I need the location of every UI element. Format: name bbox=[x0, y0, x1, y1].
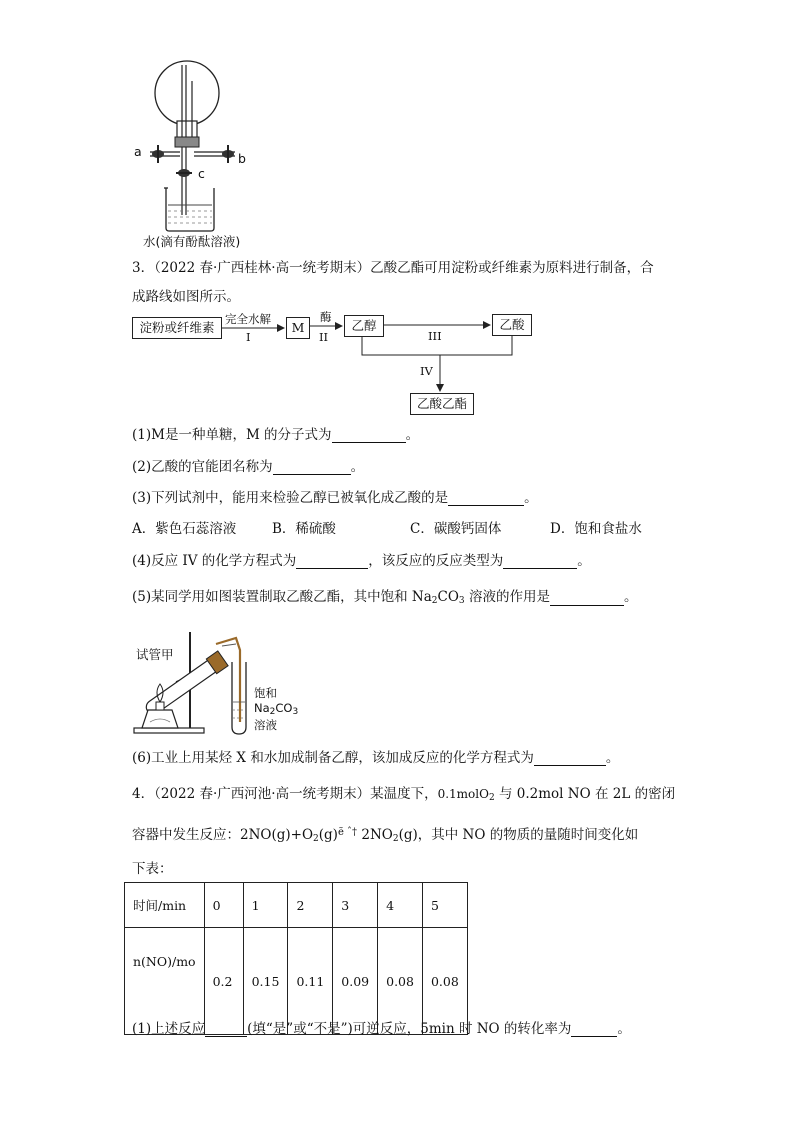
table-cell: 1 bbox=[243, 883, 288, 928]
option-a: A．紫色石蕊溶液 bbox=[132, 521, 237, 537]
q4-intro-line3: 下表： bbox=[132, 861, 173, 877]
flow-arrows bbox=[0, 0, 794, 420]
table-cell: 4 bbox=[378, 883, 423, 928]
flow-step1-label: 完全水解 bbox=[225, 312, 271, 326]
valve-a-label: a bbox=[134, 144, 142, 159]
table-cell: 5 bbox=[422, 883, 467, 928]
table-header-amount: n(NO)/mo bbox=[125, 928, 205, 1035]
flow-step2-label: 酶 bbox=[320, 310, 332, 324]
valve-b-label: b bbox=[238, 151, 246, 166]
solution-label-line1: 饱和 bbox=[254, 686, 277, 700]
table-cell: 2 bbox=[288, 883, 333, 928]
flow-box-m: M bbox=[286, 317, 310, 339]
q3-intro-line1: 3．（2022 春·广西桂林·高一统考期末）乙酸乙酯可用淀粉或纤维素为原料进行制备，合 bbox=[132, 260, 654, 276]
valve-c-label: c bbox=[198, 166, 205, 181]
solution-label-line2: $Na_2CO_3$ bbox=[254, 701, 299, 717]
q4-intro-line1: 4．（2022 春·广西河池·高一统考期末）某温度下，0.1molO$_2$ 与 0.2mol NO 在 2L 的密闭 bbox=[132, 786, 676, 803]
table-cell: 0.09 bbox=[333, 928, 378, 1035]
option-d: D．饱和食盐水 bbox=[550, 521, 642, 537]
table-cell: 0.2 bbox=[204, 928, 243, 1035]
solution-label-line3: 溶液 bbox=[254, 718, 277, 732]
q3-intro-line2: 成路线如图所示。 bbox=[132, 289, 240, 305]
table-header-time: 时间/min bbox=[125, 883, 205, 928]
table-cell: 0.15 bbox=[243, 928, 288, 1035]
table-row bbox=[125, 883, 468, 928]
flow-box-ethyl-acetate: 乙酸乙酯 bbox=[410, 393, 474, 415]
flow-step3-number: III bbox=[428, 329, 442, 343]
q4-part1: (1)上述反应 (填“是”或“不是”)可逆反应，5min 时 NO 的转化率为 。 bbox=[132, 1021, 631, 1037]
option-c: C．碳酸钙固体 bbox=[410, 521, 502, 537]
flow-box-acetic-acid: 乙酸 bbox=[492, 314, 532, 336]
option-b: B．稀硫酸 bbox=[272, 521, 336, 537]
table-cell: 0.08 bbox=[378, 928, 423, 1035]
q4-intro-line2: 容器中发生反应：$2NO(g)+O_2(g)^{ẽ ˆ\dagger}$ $2NO_2(g)$，其中 NO 的物质的量随时间变化如 bbox=[132, 827, 639, 844]
table-cell: 0 bbox=[204, 883, 243, 928]
flow-step1-number: I bbox=[246, 330, 251, 344]
q3-part3: (3)下列试剂中，能用来检验乙醇已被氧化成乙酸的是 。 bbox=[132, 490, 538, 506]
flow-box-starch: 淀粉或纤维素 bbox=[132, 317, 222, 339]
ester-apparatus-figure bbox=[132, 622, 312, 742]
flow-box-ethanol: 乙醇 bbox=[344, 315, 384, 337]
q3-part2: (2)乙酸的官能团名称为 。 bbox=[132, 459, 365, 475]
flow-step2-number: II bbox=[319, 330, 329, 344]
q3-part6: (6)工业上用某烃 X 和水加成制备乙醇，该加成反应的化学方程式为 。 bbox=[132, 750, 620, 766]
q3-part1: (1)M是一种单糖，M 的分子式为 。 bbox=[132, 427, 420, 443]
table-cell: 3 bbox=[333, 883, 378, 928]
q3-part5: (5)某同学用如图装置制取乙酸乙酯，其中饱和 $Na_2CO_3$ 溶液的作用是 。 bbox=[132, 589, 638, 606]
test-tube-a-label: 试管甲 bbox=[136, 647, 174, 662]
table-cell: 0.08 bbox=[422, 928, 467, 1035]
no-amount-table bbox=[124, 882, 468, 1035]
figure1-caption: 水(滴有酚酞溶液) bbox=[143, 234, 241, 249]
flow-step4-number: IV bbox=[420, 364, 433, 378]
table-cell: 0.11 bbox=[288, 928, 333, 1035]
q3-part4: (4)反应 IV 的化学方程式为 ，该反应的反应类型为 。 bbox=[132, 553, 591, 569]
